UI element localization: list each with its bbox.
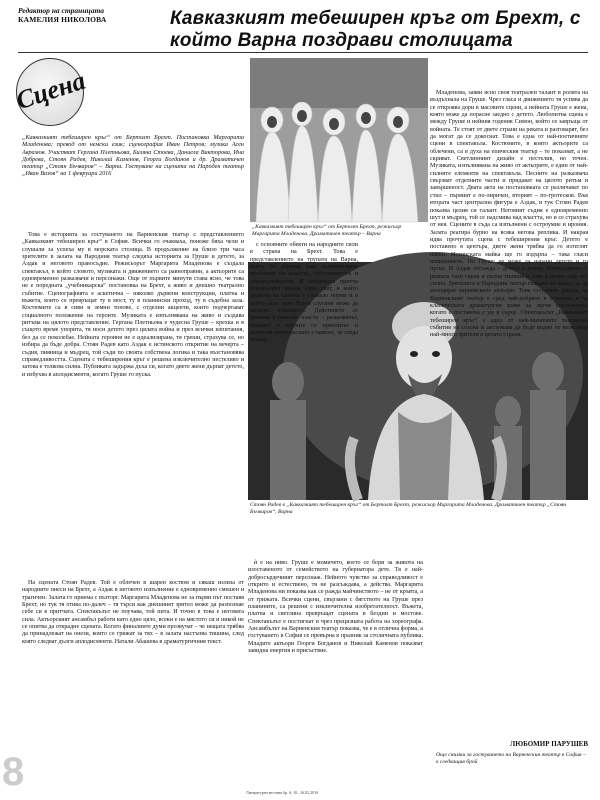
production-credits: „Кавказкият тебеширен кръг“ от Бертолт Брехт. Постановка Маргарита Младенова; превод от немски език; сценография Иван Петров; музика Асен Аврамов. Участват Гергана Плетньова, Биляна Стоева, Даниела Викторова, Ина Добрева, Стоян Радев, Николай Каменов, Георги Богданов и др. Драматичен театър „Стоян Бъчваров“ – Варна. Гостуване на сцената на Народен театър „Иван Вазов“ на 1 февруари 2016 [22,134,244,178]
article-author: ЛЮБОМИР ПАРУШЕВ [510,740,588,748]
article-column-1-continued [22,580,244,746]
article-headline: Кавказкият тебеширен кръг от Брехт, с който Варна поздрави столицата [170,8,581,51]
page-number: 8 [2,750,25,794]
section-rubric-badge [12,58,89,126]
photo-caption-chorus: „Кавказкият тебеширен кръг“ от Бертолт Брехт, режисьор Маргарита Младенова. Драматичен театър – Варна [252,224,402,237]
photo-caption-actor: Стоян Радев в „Кавказкият тебеширен кръг“ от Бертолт Брехт, режисьор Маргарита Младенова. Драматичен театър „Стоян Бъчваров“, Варна [250,502,567,515]
editor-name: КАМЕЛИЯ НИКОЛОВА [18,15,107,24]
column-1-text: Това е историята за гостуването на Варненския театър с представлението „Кавказкият тебеширен кръг“ в София. Всички го очакваха, понеже бяха чели и слушали за успеха му в морската столица. В продължение на близо три часа зрителите в залата на Народния театър следяха историята за Груше и детето, за Аздак и неговото правосъдие. Режисьорът Маргарита Младенова е създала спектакъл, в който словото, музиката и движението са равноправни, а актьорите са едновременно разказвачи и персонажи. Още от първите минути става ясно, че това не е поредната „учебникарска“ постановка на Брехт, а живо и днешно театрално събитие. Сценографията е аскетична – няколко дървени конструкции, платна и въжета, които се превръщат ту в мост, ту в планински проход, ту в съдебна зала. Костюмите са в сиви и земни тонове, с отделни акценти, които подчертават социалното положение на героите. Музиката е изпълнявана на живо и създава ритъма на цялото представление. Гергана Плетньова е чудесна Груше – крехка и в същото време упорита, тя носи детето през цялата война и през всички изпитания, без да се поколебае. Нейната героиня не е идеализирана, тя греши, страхува се, но избира да бъде добра. Стоян Радев като Аздак е истинското откритие на вечерта – съдия, пияница и мъдрец, той съди по своята собствена логика и така възстановява справедливостта. Сцената с тебеширения кръг е решена изключително пестеливо и затова е толкова силна. Публиката задържа дъха си, когато двете жени дърпат детето, и избухва в аплодисменти, когато Груше го пуска. [22,232,244,378]
column-3-text: ѝ е на ниво. Груше е момичето, което се бори за живота на изоставеното от семейството на губернатора дете. Тя е най-добросърдечният персонаж. Нейното чувство за справедливост е открито и естествено, тя не разсъждава, а действа. Маргарита Младенова ни показва как се ражда майчинството – не от кръвта, а от грижата. Всички сцени, свързани с бягството на Груше през планините, са решени с изключителна изобретателност. Въжета, платна и светлина превръщат сцената в бездни и мостове. Спектакълът е постигнат и чрез прецизната работа на хореографа. Ансамбълът на Варненския театър показва, че е в отлична форма, а гостуването в София се превърна в празник за столичната публика. Младите актьори Георги Богданов и Николай Каменов показват завидна енергия и присъствие. [248,560,423,655]
article-column-2 [250,242,358,446]
editor-label: Редактор на страницата [18,6,105,15]
article-column-4 [430,90,588,736]
header-rule [18,52,588,53]
chorus-figures-illustration [250,58,428,222]
article-column-1 [22,232,244,578]
stage-photo-chorus [250,58,428,222]
editorial-note: Още снимки за гостуването на Варненския театър в София – в следващия брой [436,752,586,765]
column-2-text: с основните обекти на народните сили в страна на Брехт. Това е представлението на трупата на Варна, която се обръща към съвременните проблеми на властта, собствеността и справедливостта. В кавказката притча режисьорът вижда един свят, в който правото на силния е станало норма и в който само една бедна слугиня може да защити човешкото. Действието се развива в няколко пласта – разказвачът, певците и героите се преплитат и зрителят непрекъснато е наясно, че гледа театър. [250,242,358,344]
article-column-3 [248,560,423,756]
rubric-label: Сцена [12,65,89,116]
editor-credit [18,6,168,24]
column-1b-text: На сцената Стоян Радев. Той е облечен в шарен костюм и сякаш излиза от народните пиеси на Брехт, а Аздак в неговото изпълнение е едновременно смешен и трагичен. Залата го приема с възторг. Маргарита Младенова не за първи път поставя Брехт, но тук тя отива по-далеч – тя търси как днешният зрител може да разпознае себе си в притчата. Спектакълът не поучава, той пита. И точно в това е неговата сила. Актьорският ансамбъл работи като едно цяло, всеки е на мястото си и никой не се опитва да открадне сцената. Когато финалните думи прозвучат – че нещата трябва да принадлежат на онези, които се грижат за тях – в залата настъпва тишина, след която следват дълги аплодисменти. Натали Абашева в драматургичния текст. [22,580,244,645]
column-4-text: Младенова, заяви ясно своя театрален талант в ролята на въздъхнала на Груше. Чрез гласа и движението тя успява да се откроява дори в масовите сцени, а нейната Груше е жена, която може да порасне заедно с детето. Любопитна сцена е между Груше и нейния годеник Симон, който се завръща от войната. Те стоят от двете страни на реката и разговарят, без да могат да се докоснат. Това е една от най-поетичните сцени в спектакъла. Костюмите, в които актьорите са облечени, са в духа на епическия театър – те показват, а не скриват. Светлинният дизайн е пестелив, но точен. Музиката, изпълнявана на живо от актьорите, е един от най-силните елементи на спектакъла. Песните на разказвача свързват отделните части и придават на цялото ритъм и завършеност. Двата акта на постановката се различават по стил – първият е по-лиричен, вторият – по-гротесков. Във втората част централна фигура е Аздак, и тук Стоян Радев показва целия си талант. Неговият съдия е едновременно шут и мъдрец, той се надсмива над властта, но и се страхува от нея. Сцените в съда са изпълнени с остроумие и ирония. Залата реагира бурно на всяка негова реплика. И накрая идва прочутата сцена с тебеширения кръг. Детето е поставено в центъра, двете жени трябва да го изтеглят навън. Истинската майка ще го издърпа – така гласи изпитанието. Но Груше не може да нарани детето и го пуска. И Аздак отсъжда – детето е нейно. Режисьорката е решила тази сцена в пълна тишина и това я прави още по-силна. Зрителите в Народния театър станаха на крака, за да аплодират варненските актьори. Това гостуване доказа, че Варненският театър е сред най-добрите в страната и че класическата драматургия може да звучи съвременно, когато е поставена с ум и сърце. Спектакълът „Кавказкият тебеширен кръг“ е едно от най-значимите театрални събития на сезона и заслужава да бъде видян от възможно най-много зрители в цялата страна. [430,90,588,339]
page-footer: Литературен вестник бр. 6, 10.–16.02.2016 [246,790,319,795]
